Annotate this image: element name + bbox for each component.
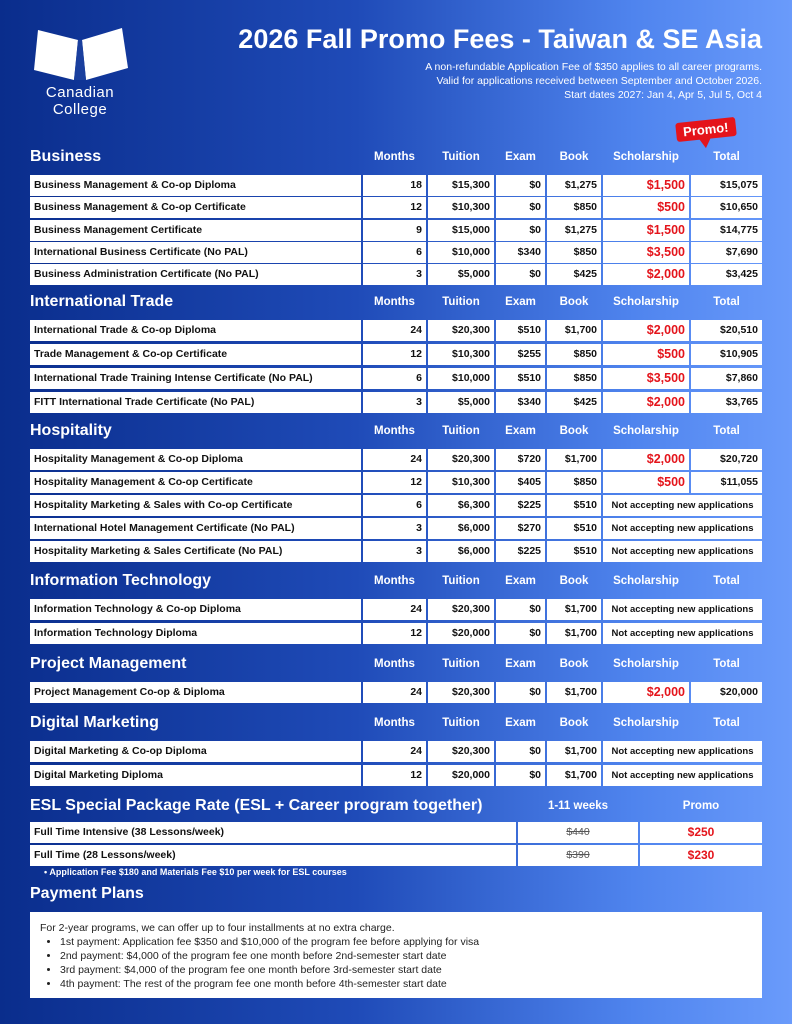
book-cell: $510: [547, 541, 601, 562]
column-header-exam: Exam: [505, 575, 536, 587]
months-cell: 12: [363, 623, 426, 644]
exam-cell: $255: [496, 344, 545, 365]
page-title: 2026 Fall Promo Fees - Taiwan & SE Asia: [238, 24, 762, 54]
column-header-book: Book: [559, 717, 589, 729]
months-cell: 6: [363, 495, 426, 516]
column-header-tuition: Tuition: [442, 425, 480, 437]
column-header-months: Months: [374, 658, 415, 670]
months-cell: 6: [363, 368, 426, 389]
table-row: [30, 449, 762, 470]
column-header-total: Total: [713, 717, 740, 729]
validity-note: Valid for applications received between September and October 2026.: [436, 75, 762, 87]
table-row: [30, 682, 762, 703]
column-header-exam: Exam: [505, 296, 536, 308]
scholarship-cell: $2,000: [603, 449, 689, 470]
exam-cell: $225: [496, 541, 545, 562]
esl-name: Full Time Intensive (38 Lessons/week): [30, 822, 516, 843]
tuition-cell: $10,300: [428, 472, 494, 493]
column-header-book: Book: [559, 296, 589, 308]
tuition-cell: $20,300: [428, 320, 494, 341]
table-row: [30, 741, 762, 762]
months-cell: 6: [363, 242, 426, 263]
column-header-tuition: Tuition: [442, 296, 480, 308]
payment-plans-title: Payment Plans: [30, 885, 144, 902]
table-row: [30, 541, 762, 562]
book-cell: $850: [547, 344, 601, 365]
months-cell: 12: [363, 472, 426, 493]
book-cell: $850: [547, 197, 601, 218]
column-header-total: Total: [713, 151, 740, 163]
table-row: [30, 344, 762, 365]
tuition-cell: $15,300: [428, 175, 494, 196]
table-row: [30, 368, 762, 389]
esl-name: Full Time (28 Lessons/week): [30, 845, 516, 866]
exam-cell: $0: [496, 175, 545, 196]
scholarship-cell: $2,000: [603, 682, 689, 703]
program-name: Hospitality Management & Co-op Diploma: [30, 449, 361, 470]
table-row: [30, 242, 762, 263]
exam-cell: $0: [496, 682, 545, 703]
exam-cell: $720: [496, 449, 545, 470]
scholarship-cell: $3,500: [603, 368, 689, 389]
exam-cell: $340: [496, 392, 545, 413]
program-name: Business Management & Co-op Diploma: [30, 175, 361, 196]
esl-header: [30, 797, 762, 819]
section-title: Information Technology: [30, 572, 212, 589]
not-accepting-note: Not accepting new applications: [603, 599, 762, 620]
months-cell: 12: [363, 765, 426, 786]
esl-fee-note-text: Application Fee $180 and Materials Fee $10 per week for ESL courses: [49, 867, 347, 877]
exam-cell: $0: [496, 220, 545, 241]
payment-item: • 2nd payment: $4,000 of the program fee one month before 2nd-semester start date: [60, 949, 752, 963]
table-row: [30, 472, 762, 493]
column-header-tuition: Tuition: [442, 658, 480, 670]
tuition-cell: $10,000: [428, 242, 494, 263]
program-name: International Business Certificate (No PAL): [30, 242, 361, 263]
total-cell: $20,000: [691, 682, 762, 703]
exam-cell: $0: [496, 264, 545, 285]
months-cell: 3: [363, 392, 426, 413]
total-cell: $10,905: [691, 344, 762, 365]
months-cell: 24: [363, 599, 426, 620]
table-row: [30, 320, 762, 341]
exam-cell: $225: [496, 495, 545, 516]
not-accepting-note: Not accepting new applications: [603, 518, 762, 539]
book-cell: $1,700: [547, 320, 601, 341]
exam-cell: $510: [496, 320, 545, 341]
tuition-cell: $10,000: [428, 368, 494, 389]
exam-cell: $0: [496, 765, 545, 786]
months-cell: 3: [363, 264, 426, 285]
section-title: Digital Marketing: [30, 714, 159, 731]
esl-promo-price: $230: [640, 845, 762, 866]
exam-cell: $0: [496, 599, 545, 620]
tuition-cell: $20,300: [428, 449, 494, 470]
column-header-book: Book: [559, 575, 589, 587]
esl-row: [30, 822, 762, 843]
total-cell: $15,075: [691, 175, 762, 196]
payment-item: • 3rd payment: $4,000 of the program fee one month before 3rd-semester start date: [60, 963, 752, 977]
program-name: Hospitality Marketing & Sales with Co-op Certificate: [30, 495, 361, 516]
scholarship-cell: $500: [603, 344, 689, 365]
scholarship-cell: $500: [603, 197, 689, 218]
program-name: Trade Management & Co-op Certificate: [30, 344, 361, 365]
column-header-total: Total: [713, 575, 740, 587]
column-header-exam: Exam: [505, 658, 536, 670]
table-row: [30, 175, 762, 196]
brand-name-line2: College: [52, 101, 108, 118]
program-name: Hospitality Management & Co-op Certificate: [30, 472, 361, 493]
tuition-cell: $20,300: [428, 682, 494, 703]
scholarship-cell: $2,000: [603, 264, 689, 285]
scholarship-cell: $2,000: [603, 392, 689, 413]
program-name: Digital Marketing Diploma: [30, 765, 361, 786]
column-header-scholarship: Scholarship: [613, 575, 679, 587]
months-cell: 24: [363, 741, 426, 762]
total-cell: $11,055: [691, 472, 762, 493]
scholarship-cell: $2,000: [603, 320, 689, 341]
page-header: [0, 0, 792, 140]
esl-promo-price: $250: [640, 822, 762, 843]
months-cell: 24: [363, 320, 426, 341]
program-name: International Trade Training Intense Certificate (No PAL): [30, 368, 361, 389]
program-name: International Hotel Management Certificate (No PAL): [30, 518, 361, 539]
program-name: Business Administration Certificate (No PAL): [30, 264, 361, 285]
book-cell: $1,700: [547, 623, 601, 644]
book-cell: $1,700: [547, 682, 601, 703]
column-header-total: Total: [713, 425, 740, 437]
book-cell: $1,700: [547, 599, 601, 620]
column-header-months: Months: [374, 717, 415, 729]
column-header-total: Total: [713, 296, 740, 308]
table-row: [30, 599, 762, 620]
book-cell: $1,275: [547, 175, 601, 196]
exam-cell: $340: [496, 242, 545, 263]
months-cell: 18: [363, 175, 426, 196]
scholarship-cell: $1,500: [603, 175, 689, 196]
exam-cell: $510: [496, 368, 545, 389]
program-name: Digital Marketing & Co-op Diploma: [30, 741, 361, 762]
section-header: [30, 572, 762, 594]
book-cell: $1,700: [547, 765, 601, 786]
program-name: Project Management Co-op & Diploma: [30, 682, 361, 703]
payment-plans-box: [30, 912, 762, 998]
table-row: [30, 765, 762, 786]
promo-badge: Promo!: [675, 117, 736, 142]
book-cell: $850: [547, 472, 601, 493]
exam-cell: $0: [496, 623, 545, 644]
total-cell: $7,690: [691, 242, 762, 263]
book-cell: $510: [547, 495, 601, 516]
book-cell: $850: [547, 368, 601, 389]
column-header-book: Book: [559, 425, 589, 437]
header-subtitle: [425, 60, 762, 102]
not-accepting-note: Not accepting new applications: [603, 541, 762, 562]
scholarship-cell: $3,500: [603, 242, 689, 263]
esl-col-promo: Promo: [682, 800, 720, 812]
total-cell: $7,860: [691, 368, 762, 389]
not-accepting-note: Not accepting new applications: [603, 765, 762, 786]
table-row: [30, 623, 762, 644]
esl-regular-price: $390: [518, 845, 638, 866]
payment-item: • 4th payment: The rest of the program fee one month before 4th-semester start date: [60, 977, 752, 991]
column-header-tuition: Tuition: [442, 151, 480, 163]
total-cell: $3,765: [691, 392, 762, 413]
book-cell: $1,700: [547, 449, 601, 470]
canadian-college-logo: [30, 22, 140, 118]
total-cell: $20,720: [691, 449, 762, 470]
book-cell: $425: [547, 392, 601, 413]
esl-title: ESL Special Package Rate (ESL + Career program together): [30, 797, 483, 814]
table-row: [30, 392, 762, 413]
column-header-scholarship: Scholarship: [613, 151, 679, 163]
program-name: Information Technology & Co-op Diploma: [30, 599, 361, 620]
book-cell: $510: [547, 518, 601, 539]
table-row: [30, 495, 762, 516]
program-name: Information Technology Diploma: [30, 623, 361, 644]
not-accepting-note: Not accepting new applications: [603, 495, 762, 516]
not-accepting-note: Not accepting new applications: [603, 623, 762, 644]
esl-col-weeks: 1-11 weeks: [547, 800, 609, 812]
total-cell: $14,775: [691, 220, 762, 241]
section-title: Hospitality: [30, 422, 112, 439]
column-header-tuition: Tuition: [442, 717, 480, 729]
section-title: Project Management: [30, 655, 187, 672]
scholarship-cell: $1,500: [603, 220, 689, 241]
tuition-cell: $20,000: [428, 765, 494, 786]
table-row: [30, 264, 762, 285]
column-header-months: Months: [374, 151, 415, 163]
payment-list: [60, 935, 752, 991]
program-name: Business Management Certificate: [30, 220, 361, 241]
tuition-cell: $6,000: [428, 541, 494, 562]
section-header: [30, 148, 762, 170]
exam-cell: $270: [496, 518, 545, 539]
tuition-cell: $6,000: [428, 518, 494, 539]
tuition-cell: $15,000: [428, 220, 494, 241]
column-header-scholarship: Scholarship: [613, 296, 679, 308]
book-cell: $1,275: [547, 220, 601, 241]
months-cell: 12: [363, 197, 426, 218]
column-header-total: Total: [713, 658, 740, 670]
table-row: [30, 220, 762, 241]
section-title: International Trade: [30, 293, 174, 310]
column-header-months: Months: [374, 575, 415, 587]
section-header: [30, 422, 762, 444]
column-header-months: Months: [374, 296, 415, 308]
months-cell: 3: [363, 518, 426, 539]
tuition-cell: $20,300: [428, 599, 494, 620]
months-cell: 9: [363, 220, 426, 241]
exam-cell: $405: [496, 472, 545, 493]
scholarship-cell: $500: [603, 472, 689, 493]
payment-item: • 1st payment: Application fee $350 and $10,000 of the program fee before applying for visa: [60, 935, 752, 949]
tuition-cell: $20,000: [428, 623, 494, 644]
section-header: [30, 293, 762, 315]
payment-intro: For 2-year programs, we can offer up to four installments at no extra charge.: [40, 922, 395, 934]
table-row: [30, 518, 762, 539]
program-name: Hospitality Marketing & Sales Certificate (No PAL): [30, 541, 361, 562]
total-cell: $20,510: [691, 320, 762, 341]
months-cell: 3: [363, 541, 426, 562]
brand-name-line1: Canadian: [45, 84, 115, 101]
not-accepting-note: Not accepting new applications: [603, 741, 762, 762]
column-header-tuition: Tuition: [442, 575, 480, 587]
tuition-cell: $5,000: [428, 392, 494, 413]
column-header-exam: Exam: [505, 425, 536, 437]
months-cell: 12: [363, 344, 426, 365]
start-dates-note: Start dates 2027: Jan 4, Apr 5, Jul 5, Oct 4: [564, 89, 762, 101]
program-name: FITT International Trade Certificate (No PAL): [30, 392, 361, 413]
column-header-scholarship: Scholarship: [613, 717, 679, 729]
tuition-cell: $5,000: [428, 264, 494, 285]
tuition-cell: $6,300: [428, 495, 494, 516]
book-cell: $1,700: [547, 741, 601, 762]
exam-cell: $0: [496, 197, 545, 218]
section-title: Business: [30, 148, 102, 165]
application-fee-note: A non-refundable Application Fee of $350 applies to all career programs.: [425, 61, 762, 73]
total-cell: $10,650: [691, 197, 762, 218]
esl-row: [30, 845, 762, 866]
column-header-scholarship: Scholarship: [613, 658, 679, 670]
months-cell: 24: [363, 682, 426, 703]
program-name: International Trade & Co-op Diploma: [30, 320, 361, 341]
column-header-months: Months: [374, 425, 415, 437]
tuition-cell: $10,300: [428, 344, 494, 365]
esl-fee-note: • Application Fee $180 and Materials Fee $10 per week for ESL courses: [44, 867, 347, 877]
book-cell: $850: [547, 242, 601, 263]
section-header: [30, 714, 762, 736]
tuition-cell: $20,300: [428, 741, 494, 762]
months-cell: 24: [363, 449, 426, 470]
table-row: [30, 197, 762, 218]
column-header-exam: Exam: [505, 151, 536, 163]
column-header-scholarship: Scholarship: [613, 425, 679, 437]
total-cell: $3,425: [691, 264, 762, 285]
tuition-cell: $10,300: [428, 197, 494, 218]
column-header-book: Book: [559, 658, 589, 670]
book-logo-icon: [30, 22, 130, 84]
exam-cell: $0: [496, 741, 545, 762]
section-header: [30, 655, 762, 677]
book-cell: $425: [547, 264, 601, 285]
column-header-exam: Exam: [505, 717, 536, 729]
esl-regular-price: $440: [518, 822, 638, 843]
program-name: Business Management & Co-op Certificate: [30, 197, 361, 218]
column-header-book: Book: [559, 151, 589, 163]
